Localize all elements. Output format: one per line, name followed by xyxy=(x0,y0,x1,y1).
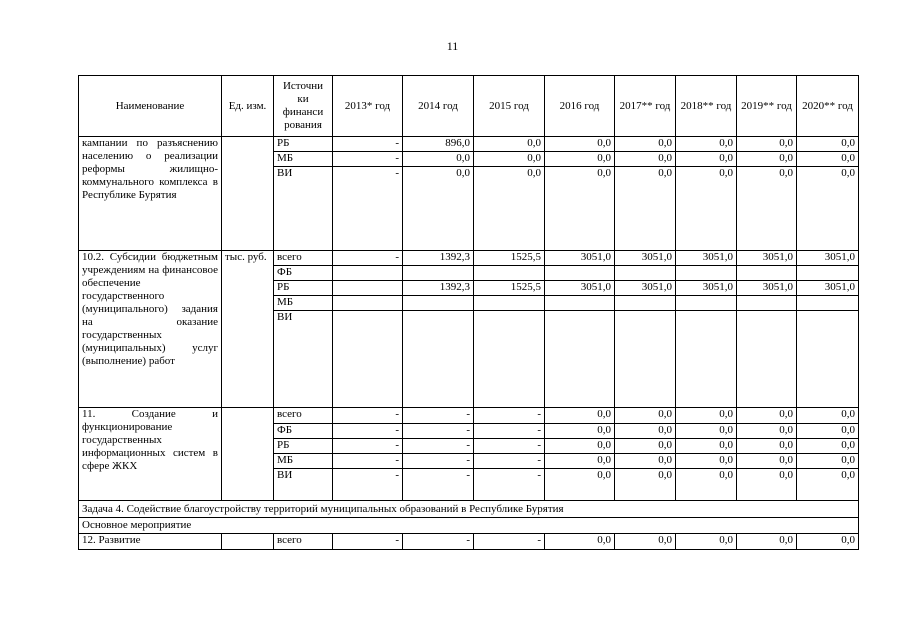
value-cell: 0,0 xyxy=(676,534,737,550)
header-year: 2016 год xyxy=(545,76,615,137)
header-name: Наименование xyxy=(79,76,222,137)
header-year: 2017** год xyxy=(615,76,676,137)
value-cell xyxy=(333,281,403,296)
header-source: Источни ки финанси рования xyxy=(274,76,333,137)
value-cell: 3051,0 xyxy=(737,251,797,266)
source-cell: ВИ xyxy=(274,311,333,408)
header-year: 2015 год xyxy=(474,76,545,137)
source-cell: РБ xyxy=(274,137,333,152)
value-cell: 0,0 xyxy=(403,167,474,251)
source-cell: МБ xyxy=(274,454,333,469)
value-cell: 0,0 xyxy=(797,469,859,501)
unit-cell xyxy=(222,408,274,501)
value-cell xyxy=(403,311,474,408)
main-activity-title: Основное мероприятие xyxy=(79,518,859,534)
unit-cell xyxy=(222,137,274,251)
value-cell: 0,0 xyxy=(615,439,676,454)
unit-cell xyxy=(222,534,274,550)
value-cell xyxy=(615,266,676,281)
source-cell: ВИ xyxy=(274,469,333,501)
value-cell: 0,0 xyxy=(545,534,615,550)
value-cell: 0,0 xyxy=(737,408,797,424)
value-cell: 0,0 xyxy=(545,439,615,454)
unit-cell: тыс. руб. xyxy=(222,251,274,408)
value-cell xyxy=(403,296,474,311)
value-cell: 0,0 xyxy=(797,439,859,454)
item-name-cell: 11. Создание и функционирование государственных информационных систем в сфере ЖКХ xyxy=(79,408,222,501)
value-cell: 0,0 xyxy=(676,408,737,424)
table-row xyxy=(79,251,859,266)
value-cell: 0,0 xyxy=(797,152,859,167)
table-body xyxy=(79,137,859,550)
value-cell: 896,0 xyxy=(403,137,474,152)
value-cell xyxy=(545,296,615,311)
value-cell: - xyxy=(474,454,545,469)
value-cell xyxy=(615,311,676,408)
value-cell: - xyxy=(474,469,545,501)
source-cell: ВИ xyxy=(274,167,333,251)
value-cell xyxy=(797,311,859,408)
value-cell: - xyxy=(333,534,403,550)
value-cell: 0,0 xyxy=(737,534,797,550)
value-cell: 1392,3 xyxy=(403,251,474,266)
header-year: 2018** год xyxy=(676,76,737,137)
value-cell: - xyxy=(474,408,545,424)
value-cell: 0,0 xyxy=(474,152,545,167)
source-cell: МБ xyxy=(274,152,333,167)
value-cell xyxy=(737,296,797,311)
value-cell: 0,0 xyxy=(545,152,615,167)
value-cell: - xyxy=(333,152,403,167)
source-cell: всего xyxy=(274,534,333,550)
value-cell: 0,0 xyxy=(403,152,474,167)
value-cell xyxy=(333,311,403,408)
value-cell: - xyxy=(333,439,403,454)
value-cell: 0,0 xyxy=(545,424,615,439)
value-cell: 0,0 xyxy=(545,167,615,251)
value-cell: 0,0 xyxy=(474,137,545,152)
source-cell: всего xyxy=(274,408,333,424)
value-cell xyxy=(676,311,737,408)
value-cell: 0,0 xyxy=(615,137,676,152)
source-cell: ФБ xyxy=(274,424,333,439)
header-row xyxy=(79,76,859,137)
source-cell: РБ xyxy=(274,281,333,296)
value-cell xyxy=(545,266,615,281)
value-cell: 3051,0 xyxy=(737,281,797,296)
value-cell: 0,0 xyxy=(615,534,676,550)
value-cell xyxy=(797,296,859,311)
financing-table xyxy=(78,75,859,550)
value-cell: 0,0 xyxy=(737,439,797,454)
source-cell: РБ xyxy=(274,439,333,454)
table-row xyxy=(79,408,859,424)
header-year: 2019** год xyxy=(737,76,797,137)
value-cell xyxy=(403,266,474,281)
value-cell xyxy=(676,266,737,281)
value-cell: - xyxy=(333,454,403,469)
value-cell: - xyxy=(474,439,545,454)
value-cell xyxy=(737,266,797,281)
value-cell: 0,0 xyxy=(797,167,859,251)
value-cell: 0,0 xyxy=(474,167,545,251)
value-cell xyxy=(545,311,615,408)
value-cell: - xyxy=(403,534,474,550)
task-title: Задача 4. Содействие благоустройству территорий муниципальных образований в Республике Бурятия xyxy=(79,501,859,518)
header-year: 2014 год xyxy=(403,76,474,137)
value-cell: 0,0 xyxy=(797,454,859,469)
value-cell xyxy=(474,296,545,311)
value-cell: 0,0 xyxy=(737,424,797,439)
value-cell: 0,0 xyxy=(615,469,676,501)
value-cell: 0,0 xyxy=(676,167,737,251)
value-cell: 0,0 xyxy=(797,534,859,550)
task-row xyxy=(79,501,859,518)
value-cell: 1525,5 xyxy=(474,281,545,296)
value-cell: 0,0 xyxy=(676,439,737,454)
value-cell: 0,0 xyxy=(676,152,737,167)
value-cell: 0,0 xyxy=(615,454,676,469)
header-year: 2020** год xyxy=(797,76,859,137)
value-cell: 0,0 xyxy=(615,167,676,251)
value-cell: 0,0 xyxy=(737,152,797,167)
header-year: 2013* год xyxy=(333,76,403,137)
value-cell: 0,0 xyxy=(676,454,737,469)
value-cell xyxy=(676,296,737,311)
value-cell: 0,0 xyxy=(737,167,797,251)
value-cell xyxy=(333,266,403,281)
value-cell xyxy=(737,311,797,408)
value-cell: - xyxy=(333,469,403,501)
value-cell: 1525,5 xyxy=(474,251,545,266)
value-cell: - xyxy=(403,469,474,501)
value-cell: 0,0 xyxy=(545,454,615,469)
value-cell: 3051,0 xyxy=(545,251,615,266)
value-cell: - xyxy=(403,424,474,439)
item-name-cell: 12. Развитие xyxy=(79,534,222,550)
value-cell: - xyxy=(333,408,403,424)
value-cell: 0,0 xyxy=(737,137,797,152)
header-unit: Ед. изм. xyxy=(222,76,274,137)
page-number: 11 xyxy=(446,39,459,53)
value-cell xyxy=(333,296,403,311)
value-cell: 0,0 xyxy=(545,408,615,424)
source-cell: ФБ xyxy=(274,266,333,281)
value-cell: 0,0 xyxy=(676,137,737,152)
table-row xyxy=(79,137,859,152)
value-cell: 0,0 xyxy=(676,424,737,439)
value-cell: 0,0 xyxy=(797,424,859,439)
value-cell: 3051,0 xyxy=(797,281,859,296)
value-cell: 3051,0 xyxy=(615,281,676,296)
value-cell: 0,0 xyxy=(737,454,797,469)
value-cell: - xyxy=(403,408,474,424)
value-cell: 3051,0 xyxy=(615,251,676,266)
value-cell: 0,0 xyxy=(615,152,676,167)
source-cell: всего xyxy=(274,251,333,266)
value-cell: 0,0 xyxy=(615,424,676,439)
main-activity-row xyxy=(79,518,859,534)
value-cell: 0,0 xyxy=(797,408,859,424)
value-cell: - xyxy=(333,424,403,439)
value-cell: 3051,0 xyxy=(676,251,737,266)
value-cell: - xyxy=(403,439,474,454)
value-cell xyxy=(474,311,545,408)
item-name-cell: 10.2. Субсидии бюджетным учреждениям на финансовое обеспечение государственного (муниципального) задания на оказание государственных (муниципальных) услуг (выполнение) работ xyxy=(79,251,222,408)
value-cell: 1392,3 xyxy=(403,281,474,296)
source-cell: МБ xyxy=(274,296,333,311)
value-cell: 3051,0 xyxy=(797,251,859,266)
value-cell xyxy=(474,266,545,281)
value-cell: - xyxy=(403,454,474,469)
value-cell: - xyxy=(474,534,545,550)
value-cell: - xyxy=(333,137,403,152)
value-cell: - xyxy=(333,251,403,266)
value-cell: - xyxy=(333,167,403,251)
value-cell: 0,0 xyxy=(676,469,737,501)
value-cell xyxy=(615,296,676,311)
value-cell xyxy=(797,266,859,281)
item-name-cell: кампании по разъяснению населению о реализации реформы жилищно-коммунального комплекса в Республике Бурятия xyxy=(79,137,222,251)
value-cell: 3051,0 xyxy=(545,281,615,296)
value-cell: 0,0 xyxy=(737,469,797,501)
value-cell: 0,0 xyxy=(545,137,615,152)
table-row xyxy=(79,534,859,550)
value-cell: 0,0 xyxy=(797,137,859,152)
value-cell: 0,0 xyxy=(615,408,676,424)
value-cell: 3051,0 xyxy=(676,281,737,296)
value-cell: - xyxy=(474,424,545,439)
value-cell: 0,0 xyxy=(545,469,615,501)
